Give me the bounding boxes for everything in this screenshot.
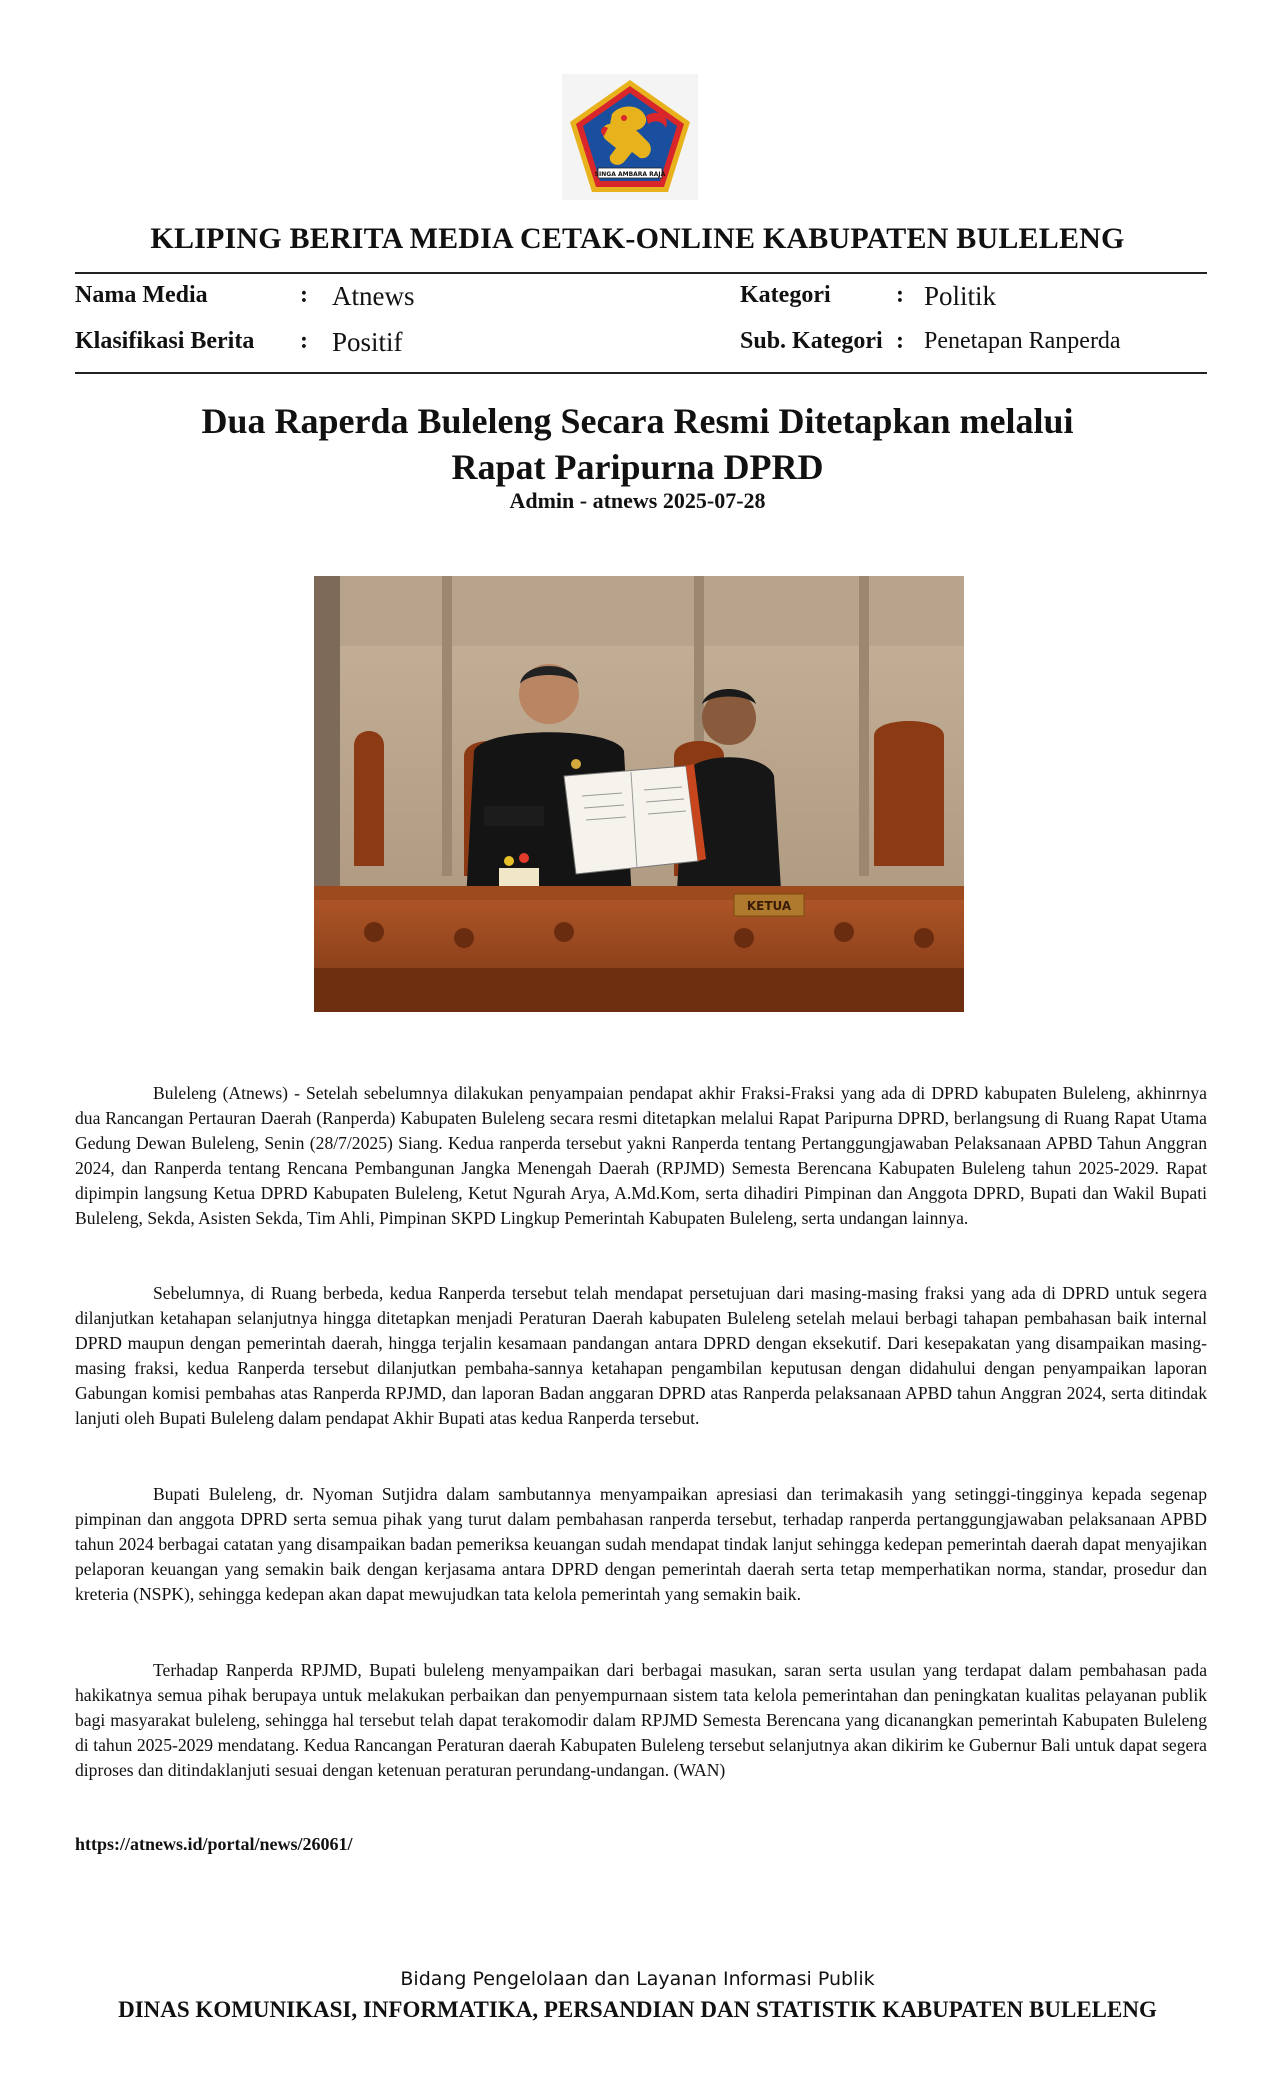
- klasifikasi-colon: :: [300, 328, 308, 354]
- headline-line-1: Dua Raperda Buleleng Secara Resmi Ditetapkan melalui: [201, 401, 1074, 441]
- source-url-link[interactable]: https://atnews.id/portal/news/26061/: [75, 1834, 353, 1854]
- media-colon: :: [300, 282, 308, 308]
- bottom-divider: [75, 372, 1207, 374]
- kategori-colon: :: [896, 282, 904, 308]
- sub-kategori-label: Sub. Kategori: [740, 328, 883, 354]
- article-photo: [314, 576, 964, 1012]
- top-divider: [75, 272, 1207, 274]
- paragraph-3: Bupati Buleleng, dr. Nyoman Sutjidra dalam sambutannya menyampaikan apresiasi dan terimakasih yang setinggi-tingginya kepada segenap pimpinan dan anggota DPRD serta semua pihak yang turut dalam pembahasan ranperda tersebut, terhadap ranperda pertanggungjawaban pelaksanaan APBD tahun 2024 berbagai catatan yang disampaikan badan pemeriksa keuangan sudah mendapat tindak lanjut sehingga kedepan pemerintah daerah dapat menyajikan pelaporan keuangan yang semakin baik dengan kerjasama antara DPRD dengan pemerintah daerah serta tetap memperhatikan norma, standar, prosedur dan kreteria (NSPK), sehingga kedepan akan dapat mewujudkan tata kelola pemerintah yang semakin baik.: [75, 1484, 1207, 1604]
- media-label: Nama Media: [75, 282, 208, 308]
- footer-department: Bidang Pengelolaan dan Layanan Informasi Publik: [400, 1968, 875, 1990]
- logo-motto-text: SINGA AMBARA RAJA: [594, 171, 666, 178]
- sub-kategori-value: Penetapan Ranperda: [924, 328, 1121, 354]
- kategori-value: Politik: [924, 281, 997, 311]
- article-headline: [120, 398, 1155, 490]
- paragraph-1: Buleleng (Atnews) - Setelah sebelumnya dilakukan penyampaian pendapat akhir Fraksi-Fraksi yang ada di DPRD kabupaten Buleleng, akhinrnya dua Rancangan Pertauran Daerah (Ranperda) Kabupaten Buleleng secara resmi ditetapkan melalui Rapat Paripurna DPRD, berlangsung di Ruang Rapat Utama Gedung Dewan Buleleng, Senin (28/7/2025) Siang. Kedua ranperda tersebut yakni Ranperda tentang Pertanggungjawaban Pelaksanaan APBD Tahun Anggran 2024, dan Ranperda tentang Rencana Pembangunan Jangka Menengah Daerah (RPJMD) Semesta Berencana Kabupaten Buleleng tahun 2025-2029. Rapat dipimpin langsung Ketua DPRD Kabupaten Buleleng, Ketut Ngurah Arya, A.Md.Kom, serta dihadiri Pimpinan dan Anggota DPRD, Bupati dan Wakil Bupati Buleleng, Sekda, Asisten Sekda, Tim Ahli, Pimpinan SKPD Lingkup Pemerintah Kabupaten Buleleng, serta undangan lainnya.: [75, 1083, 1207, 1228]
- headline-line-2: Rapat Paripurna DPRD: [451, 447, 824, 487]
- article-byline: Admin - atnews 2025-07-28: [509, 488, 766, 513]
- klasifikasi-label: Klasifikasi Berita: [75, 328, 255, 354]
- klasifikasi-value: Positif: [332, 327, 403, 357]
- photo-ketua-sign: KETUA: [746, 899, 792, 913]
- sub-kategori-colon: :: [896, 328, 904, 354]
- buleleng-emblem-logo: [562, 74, 698, 200]
- paragraph-4: Terhadap Ranperda RPJMD, Bupati buleleng menyampaikan dari berbagai masukan, saran serta usulan yang terdapat dalam pembahasan pada hakikatnya semua pihak berupaya untuk melakukan perbaikan dan penyempurnaan sistem tata kelola pemerintahan dan peningkatan kualitas pelayanan publik bagi masyarakat buleleng, sehingga hal tersebut telah dapat terakomodir dalam RPJMD Semesta Berencana yang dicanangkan pemerintah Kabupaten Buleleng di tahun 2025-2029 mendatang. Kedua Rancangan Peraturan daerah Kabupaten Buleleng tersebut selanjutnya akan dikirim ke Gubernur Bali untuk dapat segera diproses dan ditindaklanjuti sesuai dengan ketenuan peraturan perundang-undangan. (WAN): [75, 1660, 1207, 1780]
- media-value: Atnews: [332, 281, 415, 311]
- kategori-label: Kategori: [740, 282, 831, 308]
- footer-agency: DINAS KOMUNIKASI, INFORMATIKA, PERSANDIAN DAN STATISTIK KABUPATEN BULELENG: [118, 1997, 1157, 2022]
- paragraph-2: Sebelumnya, di Ruang berbeda, kedua Ranperda tersebut telah mendapat persetujuan dari masing-masing fraksi yang ada di DPRD untuk segera dilanjutkan ketahapan selanjutnya hingga ditetapkan menjadi Peraturan Daerah kabupaten Buleleng setelah melaui berbagi tahapan pembahasan baik internal DPRD maupun dengan pemerintah daerah, hingga terjalin kesamaan pandangan antara DPRD dengan eksekutif. Dari kesepakatan yang disampaikan masing-masing fraksi, kedua Ranperda tersebut dilanjutkan pembaha-sannya ketahapan pengambilan keputusan dengan didahului dengan penyampaikan laporan Gabungan komisi pembahas atas Ranperda RPJMD, dan laporan Badan anggaran DPRD atas Ranperda pelaksanaan APBD tahun Anggran 2024, serta ditindak lanjuti oleh Bupati Buleleng dalam pendapat Akhir Bupati atas kedua Ranperda tersebut.: [75, 1283, 1207, 1428]
- clipping-title: KLIPING BERITA MEDIA CETAK-ONLINE KABUPATEN BULELENG: [150, 222, 1125, 255]
